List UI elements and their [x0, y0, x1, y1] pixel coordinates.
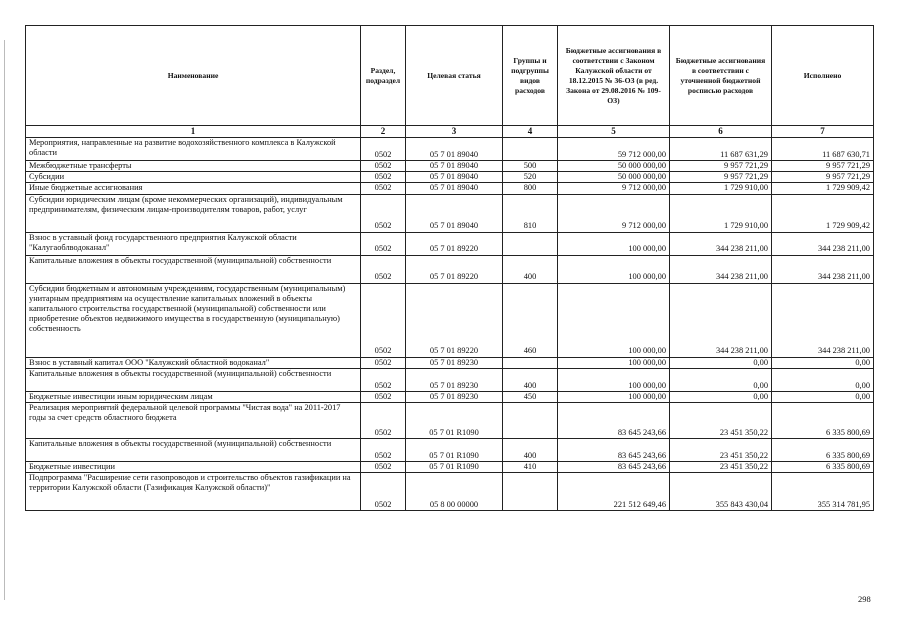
- cell-plan: 344 238 211,00: [670, 255, 772, 283]
- cell-article: 05 7 01 89040: [406, 172, 503, 183]
- cell-section: 0502: [361, 138, 406, 161]
- cell-group: 400: [503, 368, 558, 391]
- cell-section: 0502: [361, 232, 406, 255]
- cell-article: 05 7 01 89040: [406, 138, 503, 161]
- cell-done: 9 957 721,29: [772, 161, 874, 172]
- cell-section: 0502: [361, 473, 406, 511]
- cell-plan: 0,00: [670, 368, 772, 391]
- cell-plan: 11 687 631,29: [670, 138, 772, 161]
- cell-article: 05 7 01 89040: [406, 183, 503, 194]
- cell-article: 05 7 01 89040: [406, 161, 503, 172]
- cell-law: 9 712 000,00: [558, 183, 670, 194]
- cell-name: Подпрограмма "Расширение сети газопроводов и строительство объектов газификации на территории Калужской области (Газификация Калужской области)": [26, 473, 361, 511]
- header-plan: Бюджетные ассигнования в соответствии с уточненной бюджетной росписью расходов: [670, 26, 772, 126]
- cell-group: 500: [503, 161, 558, 172]
- cell-article: 05 8 00 00000: [406, 473, 503, 511]
- cell-article: 05 7 01 89230: [406, 368, 503, 391]
- cell-plan: 9 957 721,29: [670, 172, 772, 183]
- page-number: 298: [858, 594, 871, 604]
- table-row: [26, 368, 874, 391]
- cell-done: 1 729 909,42: [772, 194, 874, 232]
- cell-law: 100 000,00: [558, 283, 670, 357]
- cell-plan: 23 451 350,22: [670, 439, 772, 462]
- cell-name: Субсидии юридическим лицам (кроме некоммерческих организаций), индивидуальным предпринимателям, физическим лицам-производителям товаров, работ, услуг: [26, 194, 361, 232]
- cell-plan: 344 238 211,00: [670, 283, 772, 357]
- cell-plan: 23 451 350,22: [670, 403, 772, 439]
- column-number: 6: [670, 126, 772, 138]
- cell-done: 344 238 211,00: [772, 255, 874, 283]
- cell-name: Бюджетные инвестиции: [26, 462, 361, 473]
- cell-done: 355 314 781,95: [772, 473, 874, 511]
- cell-group: [503, 403, 558, 439]
- cell-section: 0502: [361, 439, 406, 462]
- cell-law: 83 645 243,66: [558, 403, 670, 439]
- cell-article: 05 7 01 89220: [406, 232, 503, 255]
- cell-name: Реализация мероприятий федеральной целевой программы "Чистая вода" на 2011-2017 годы за счет средств областного бюджета: [26, 403, 361, 439]
- cell-done: 6 335 800,69: [772, 439, 874, 462]
- column-number: 3: [406, 126, 503, 138]
- cell-section: 0502: [361, 283, 406, 357]
- cell-group: [503, 138, 558, 161]
- header-done: Исполнено: [772, 26, 874, 126]
- table-row: [26, 439, 874, 462]
- cell-law: 221 512 649,46: [558, 473, 670, 511]
- column-number-row: [26, 126, 874, 138]
- header-law: Бюджетные ассигнования в соответствии с Законом Калужской области от 18.12.2015 № 36-ОЗ (в ред. Закона от 29.08.2016 № 109-ОЗ): [558, 26, 670, 126]
- cell-done: 6 335 800,69: [772, 403, 874, 439]
- cell-section: 0502: [361, 183, 406, 194]
- cell-plan: 355 843 430,04: [670, 473, 772, 511]
- cell-article: 05 7 01 R1090: [406, 439, 503, 462]
- cell-article: 05 7 01 89040: [406, 194, 503, 232]
- cell-group: 520: [503, 172, 558, 183]
- cell-law: 100 000,00: [558, 357, 670, 368]
- cell-article: 05 7 01 89220: [406, 255, 503, 283]
- cell-plan: 344 238 211,00: [670, 232, 772, 255]
- header-row: [26, 26, 874, 126]
- header-section: Раздел, подраздел: [361, 26, 406, 126]
- cell-section: 0502: [361, 357, 406, 368]
- column-number: 5: [558, 126, 670, 138]
- cell-group: [503, 357, 558, 368]
- cell-article: 05 7 01 89230: [406, 357, 503, 368]
- cell-name: Субсидии бюджетным и автономным учреждениям, государственным (муниципальным) унитарным предприятиям на осуществление капитальных вложений в объекты капитального строительства государственной (муниципальной) собственности или приобретение объектов недвижимого имущества в государственную (муниципальную) собственность: [26, 283, 361, 357]
- cell-law: 83 645 243,66: [558, 462, 670, 473]
- cell-section: 0502: [361, 255, 406, 283]
- cell-name: Иные бюджетные ассигнования: [26, 183, 361, 194]
- cell-article: 05 7 01 89220: [406, 283, 503, 357]
- cell-group: 450: [503, 391, 558, 402]
- cell-done: 344 238 211,00: [772, 283, 874, 357]
- cell-name: Взнос в уставный фонд государственного предприятия Калужской области "Калугаоблводоканал": [26, 232, 361, 255]
- table-row: [26, 473, 874, 511]
- cell-group: 410: [503, 462, 558, 473]
- cell-group: 810: [503, 194, 558, 232]
- table-row: [26, 232, 874, 255]
- cell-plan: 23 451 350,22: [670, 462, 772, 473]
- cell-done: 0,00: [772, 368, 874, 391]
- cell-name: Капитальные вложения в объекты государственной (муниципальной) собственности: [26, 255, 361, 283]
- cell-plan: 0,00: [670, 391, 772, 402]
- column-number: 7: [772, 126, 874, 138]
- table-row: [26, 283, 874, 357]
- cell-group: 400: [503, 255, 558, 283]
- table-row: [26, 183, 874, 194]
- cell-done: 9 957 721,29: [772, 172, 874, 183]
- cell-group: [503, 473, 558, 511]
- table-row: [26, 403, 874, 439]
- cell-done: 11 687 630,71: [772, 138, 874, 161]
- header-name: Наименование: [26, 26, 361, 126]
- cell-plan: 1 729 910,00: [670, 183, 772, 194]
- cell-done: 344 238 211,00: [772, 232, 874, 255]
- table-row: [26, 172, 874, 183]
- cell-name: Взнос в уставный капитал ООО "Калужский областной водоканал": [26, 357, 361, 368]
- cell-section: 0502: [361, 194, 406, 232]
- column-number: 4: [503, 126, 558, 138]
- cell-law: 100 000,00: [558, 232, 670, 255]
- cell-law: 50 000 000,00: [558, 172, 670, 183]
- cell-plan: 1 729 910,00: [670, 194, 772, 232]
- cell-group: 460: [503, 283, 558, 357]
- cell-section: 0502: [361, 368, 406, 391]
- cell-name: Мероприятия, направленные на развитие водохозяйственного комплекса в Калужской области: [26, 138, 361, 161]
- cell-name: Субсидии: [26, 172, 361, 183]
- cell-law: 59 712 000,00: [558, 138, 670, 161]
- cell-group: [503, 232, 558, 255]
- cell-law: 100 000,00: [558, 391, 670, 402]
- cell-article: 05 7 01 R1090: [406, 403, 503, 439]
- cell-article: 05 7 01 89230: [406, 391, 503, 402]
- cell-section: 0502: [361, 462, 406, 473]
- table-row: [26, 357, 874, 368]
- cell-name: Капитальные вложения в объекты государственной (муниципальной) собственности: [26, 368, 361, 391]
- cell-name: Межбюджетные трансферты: [26, 161, 361, 172]
- table-row: [26, 194, 874, 232]
- cell-done: 6 335 800,69: [772, 462, 874, 473]
- cell-law: 83 645 243,66: [558, 439, 670, 462]
- header-article: Целевая статья: [406, 26, 503, 126]
- cell-section: 0502: [361, 403, 406, 439]
- cell-law: 100 000,00: [558, 368, 670, 391]
- header-group: Группы и подгруппы видов расходов: [503, 26, 558, 126]
- cell-done: 0,00: [772, 391, 874, 402]
- cell-law: 100 000,00: [558, 255, 670, 283]
- cell-article: 05 7 01 R1090: [406, 462, 503, 473]
- table-row: [26, 161, 874, 172]
- cell-plan: 9 957 721,29: [670, 161, 772, 172]
- cell-law: 9 712 000,00: [558, 194, 670, 232]
- column-number: 1: [26, 126, 361, 138]
- table-body: [26, 138, 874, 511]
- budget-table: [25, 25, 874, 511]
- cell-section: 0502: [361, 172, 406, 183]
- table-row: [26, 462, 874, 473]
- cell-name: Капитальные вложения в объекты государственной (муниципальной) собственности: [26, 439, 361, 462]
- column-number: 2: [361, 126, 406, 138]
- cell-done: 1 729 909,42: [772, 183, 874, 194]
- cell-name: Бюджетные инвестиции иным юридическим лицам: [26, 391, 361, 402]
- cell-group: 800: [503, 183, 558, 194]
- cell-section: 0502: [361, 391, 406, 402]
- table-row: [26, 255, 874, 283]
- cell-done: 0,00: [772, 357, 874, 368]
- cell-law: 50 000 000,00: [558, 161, 670, 172]
- table-row: [26, 138, 874, 161]
- cell-group: 400: [503, 439, 558, 462]
- cell-section: 0502: [361, 161, 406, 172]
- cell-plan: 0,00: [670, 357, 772, 368]
- table-row: [26, 391, 874, 402]
- scan-edge: [4, 40, 5, 600]
